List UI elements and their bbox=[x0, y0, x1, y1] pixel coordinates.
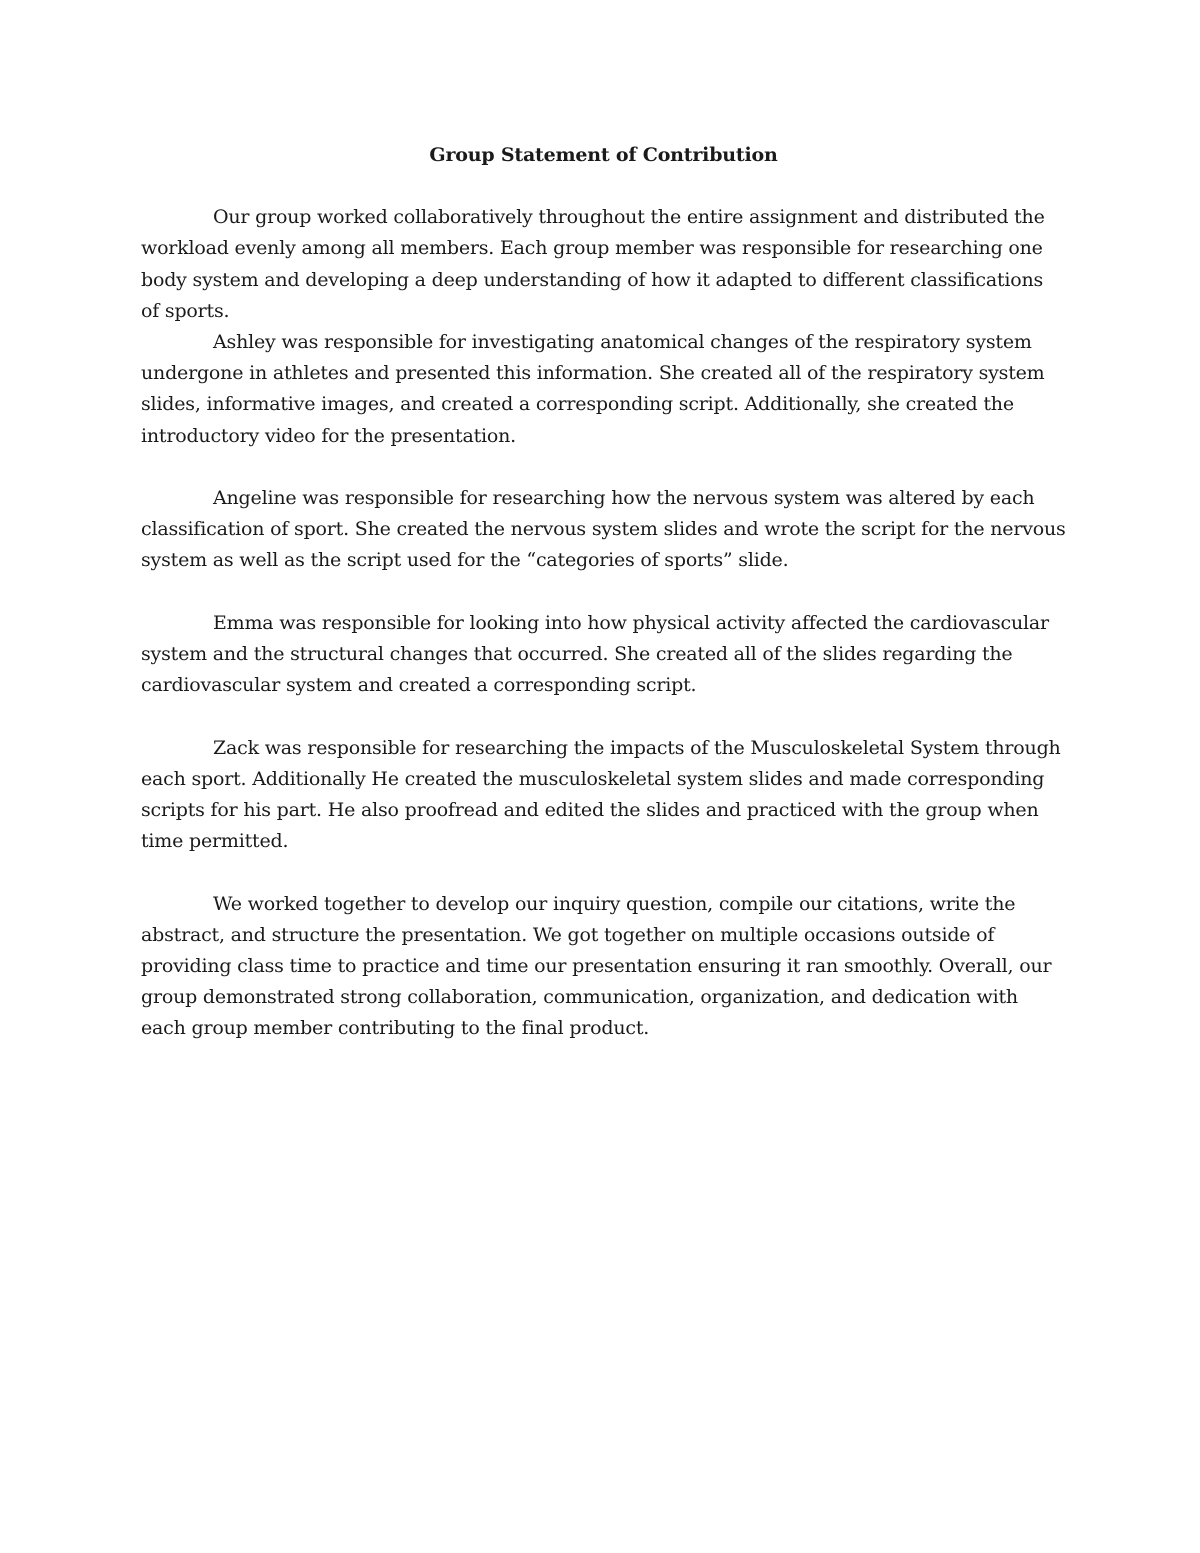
document-title: Group Statement of Contribution bbox=[429, 144, 778, 166]
paragraph-spacer bbox=[141, 452, 1066, 483]
paragraph-spacer bbox=[141, 701, 1066, 732]
paragraph-zack: Zack was responsible for researching the impacts of the Musculoskeletal System through each sport. Additionally He created the musculoskeletal system slides and made corresponding scripts for his part. He also proofread and edited the slides and practiced with the group when time permitted. bbox=[141, 736, 1061, 853]
document-body bbox=[141, 140, 1066, 1045]
paragraph-spacer bbox=[141, 577, 1066, 608]
paragraph-ashley: Ashley was responsible for investigating anatomical changes of the respiratory system undergone in athletes and presented this information. She created all of the respiratory system slides, informative images, and created a corresponding script. Additionally, she created the introductory video for the presentation. bbox=[141, 331, 1045, 447]
paragraph-emma: Emma was responsible for looking into how physical activity affected the cardiovascular system and the structural changes that occurred. She created all of the slides regarding the cardiovascular system and created a corresponding script. bbox=[141, 611, 1049, 697]
paragraph-conclusion: We worked together to develop our inquiry question, compile our citations, write the abstract, and structure the presentation. We got together on multiple occasions outside of providing class time to practice and time our presentation ensuring it ran smoothly. Overall, our group demonstrated strong collaboration, communication, organization, and dedication with each group member contributing to the final product. bbox=[141, 892, 1052, 1040]
paragraph-spacer bbox=[141, 857, 1066, 888]
paragraph-intro: Our group worked collaboratively throughout the entire assignment and distributed the workload evenly among all members. Each group member was responsible for researching one body system and developing a deep understanding of how it adapted to different classifications of sports. bbox=[141, 206, 1045, 322]
paragraph-angeline: Angeline was responsible for researching how the nervous system was altered by each classification of sport. She created the nervous system slides and wrote the script for the nervous system as well as the script used for the “categories of sports” slide. bbox=[141, 487, 1066, 572]
